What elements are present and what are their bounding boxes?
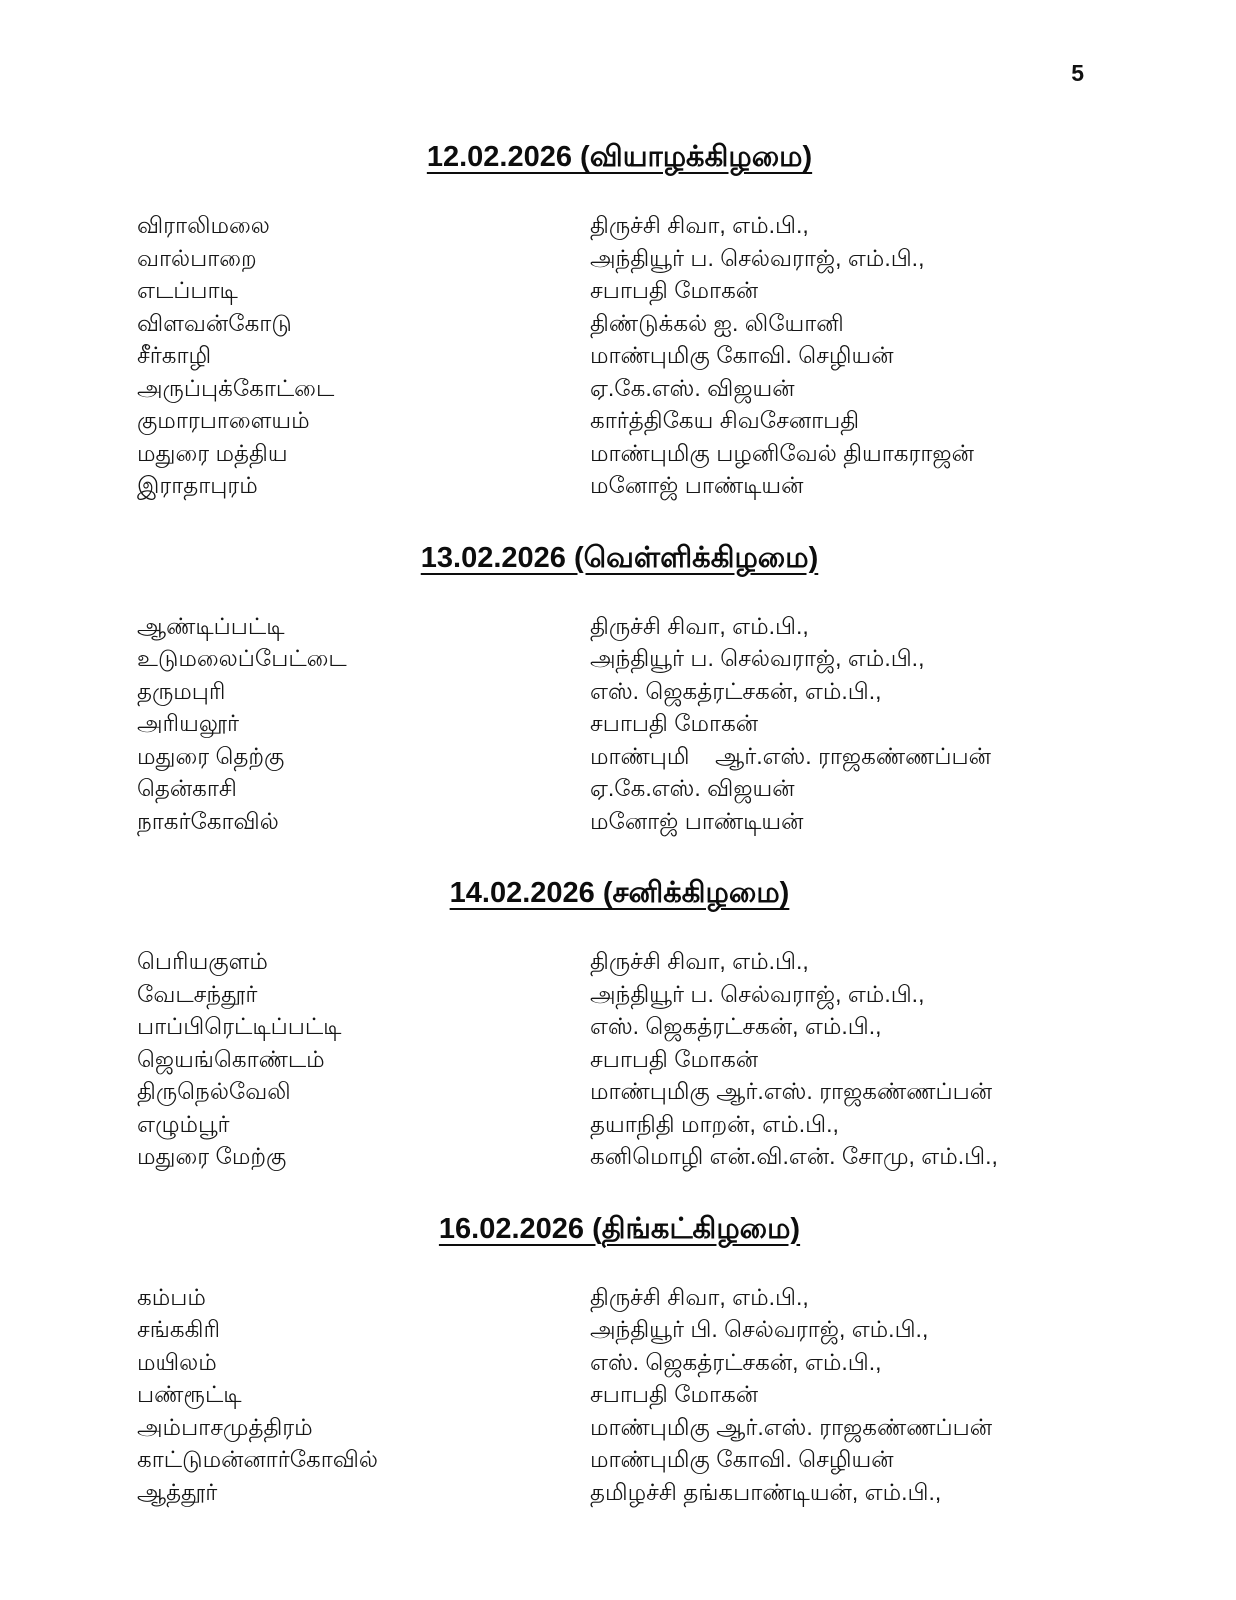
assignment-row (137, 707, 1102, 740)
assignment-row (137, 1443, 1102, 1476)
assignee-name: தயாநிதி மாறன், எம்.பி., (590, 1110, 839, 1137)
date-section (137, 875, 1102, 1173)
assignee-name: ஏ.கே.எஸ். விஜயன் (590, 374, 795, 401)
assignment-row (137, 242, 1102, 275)
assignee-name: மாண்புமிகு ஆர்.எஸ். ராஜகண்ணப்பன் (590, 1413, 993, 1440)
assignment-row (137, 1075, 1102, 1108)
constituency-name: கம்பம் (137, 1283, 206, 1310)
date-section (137, 139, 1102, 502)
constituency-name: சங்ககிரி (137, 1316, 220, 1342)
assignment-row (137, 372, 1102, 405)
schedule-content (137, 0, 1102, 1508)
constituency-name: இராதாபுரம் (137, 472, 258, 498)
assignment-row (137, 437, 1102, 470)
assignment-row (137, 945, 1102, 978)
date-heading (137, 139, 1102, 175)
constituency-name: அம்பாசமுத்திரம் (137, 1413, 313, 1440)
constituency-name: தென்காசி (137, 775, 237, 801)
assignee-name: அந்தியூர் ப. செல்வராஜ், எம்.பி., (590, 244, 925, 271)
constituency-name: மதுரை மத்திய (137, 439, 288, 466)
assignment-row (137, 675, 1102, 708)
assignee-name: மாண்புமிகு கோவி. செழியன் (590, 342, 894, 368)
assignment-row (137, 978, 1102, 1011)
assignment-row (137, 642, 1102, 675)
constituency-name: சீர்காழி (137, 342, 212, 368)
assignee-name: மாண்புமிகு பழனிவேல் தியாகராஜன் (590, 439, 974, 466)
assignee-name: மாண்புமிகு கோவி. செழியன் (590, 1446, 894, 1472)
assignment-row (137, 740, 1102, 773)
assignee-name: சபாபதி மோகன் (590, 1381, 759, 1407)
constituency-name: உடுமலைப்பேட்டை (137, 645, 347, 671)
constituency-name: அரியலூர் (137, 710, 239, 736)
assignee-name: சபாபதி மோகன் (590, 277, 759, 303)
page-number: 5 (1071, 60, 1084, 86)
date-heading (137, 1211, 1102, 1247)
constituency-name: வால்பாறை (137, 244, 257, 271)
assignment-row (137, 307, 1102, 340)
assignment-list (137, 610, 1102, 838)
constituency-name: எடப்பாடி (137, 277, 238, 303)
constituency-name: குமாரபாளையம் (137, 407, 310, 433)
assignee-name: திருச்சி சிவா, எம்.பி., (590, 948, 809, 974)
assignee-name: மனோஜ் பாண்டியன் (590, 472, 804, 498)
assignment-row (137, 1281, 1102, 1314)
constituency-name: ஆத்தூர் (137, 1478, 218, 1505)
assignment-row (137, 1043, 1102, 1076)
assignee-name: திருச்சி சிவா, எம்.பி., (590, 212, 809, 238)
assignee-name: திருச்சி சிவா, எம்.பி., (590, 1283, 809, 1310)
assignment-row (137, 1010, 1102, 1043)
assignment-row (137, 1108, 1102, 1141)
assignment-row (137, 274, 1102, 307)
assignee-name: அந்தியூர் ப. செல்வராஜ், எம்.பி., (590, 645, 925, 671)
assignment-row (137, 805, 1102, 838)
assignee-name: திண்டுக்கல் ஐ. லியோனி (590, 309, 844, 336)
date-section (137, 1211, 1102, 1509)
date-heading-text: 16.02.2026 (திங்கட்கிழமை) (438, 1212, 801, 1245)
constituency-name: அருப்புக்கோட்டை (137, 374, 335, 401)
assignee-name: திருச்சி சிவா, எம்.பி., (590, 612, 809, 639)
assignee-name: கார்த்திகேய சிவசேனாபதி (590, 407, 860, 433)
assignment-list (137, 209, 1102, 502)
assignment-row (137, 1411, 1102, 1444)
constituency-name: விளவன்கோடு (137, 309, 292, 336)
assignee-name: அந்தியூர் ப. செல்வராஜ், எம்.பி., (590, 980, 925, 1007)
date-heading-text: 14.02.2026 (சனிக்கிழமை) (449, 877, 790, 909)
assignment-list (137, 945, 1102, 1173)
assignment-row (137, 1476, 1102, 1509)
assignee-name: மாண்புமிகு ஆர்.எஸ். ராஜகண்ணப்பன் (590, 1078, 993, 1104)
constituency-name: திருநெல்வேலி (137, 1078, 291, 1104)
constituency-name: பண்ரூட்டி (137, 1381, 242, 1407)
constituency-name: விராலிமலை (137, 212, 270, 238)
constituency-name: எழும்பூர் (137, 1110, 230, 1137)
constituency-name: ஆண்டிப்பட்டி (137, 612, 285, 639)
assignee-name: சபாபதி மோகன் (590, 1045, 759, 1072)
assignment-row (137, 1378, 1102, 1411)
assignment-row (137, 404, 1102, 437)
date-heading (137, 540, 1102, 576)
constituency-name: வேடசந்தூர் (137, 980, 258, 1007)
assignment-row (137, 1346, 1102, 1379)
constituency-name: தருமபுரி (137, 677, 226, 704)
assignment-row (137, 469, 1102, 502)
assignee-name: கனிமொழி என்.வி.என். சோமு, எம்.பி., (590, 1143, 998, 1169)
date-section (137, 540, 1102, 838)
assignee-name: ஏ.கே.எஸ். விஜயன் (590, 775, 795, 801)
date-heading-text: 13.02.2026 (வெள்ளிக்கிழமை) (420, 541, 819, 574)
assignee-name: மாண்புமி ஆர்.எஸ். ராஜகண்ணப்பன் (590, 742, 991, 769)
assignment-row (137, 772, 1102, 805)
assignment-row (137, 209, 1102, 242)
assignment-list (137, 1281, 1102, 1509)
assignee-name: மனோஜ் பாண்டியன் (590, 807, 804, 834)
assignee-name: அந்தியூர் பி. செல்வராஜ், எம்.பி., (590, 1316, 929, 1342)
assignee-name: தமிழச்சி தங்கபாண்டியன், எம்.பி., (590, 1478, 942, 1505)
date-heading-text: 12.02.2026 (வியாழக்கிழமை) (426, 141, 813, 173)
assignment-row (137, 339, 1102, 372)
assignment-row (137, 1140, 1102, 1173)
assignee-name: சபாபதி மோகன் (590, 710, 759, 736)
constituency-name: மதுரை மேற்கு (137, 1143, 287, 1169)
assignee-name: எஸ். ஜெகத்ரட்சகன், எம்.பி., (590, 677, 882, 704)
constituency-name: பாப்பிரெட்டிப்பட்டி (137, 1013, 342, 1039)
assignee-name: எஸ். ஜெகத்ரட்சகன், எம்.பி., (590, 1013, 882, 1039)
constituency-name: பெரியகுளம் (137, 948, 268, 974)
constituency-name: ஜெயங்கொண்டம் (137, 1045, 325, 1072)
constituency-name: நாகர்கோவில் (137, 807, 279, 834)
constituency-name: காட்டுமன்னார்கோவில் (137, 1446, 379, 1472)
constituency-name: மதுரை தெற்கு (137, 742, 285, 769)
assignee-name: எஸ். ஜெகத்ரட்சகன், எம்.பி., (590, 1348, 882, 1375)
constituency-name: மயிலம் (137, 1348, 217, 1375)
date-heading (137, 875, 1102, 911)
assignment-row (137, 1313, 1102, 1346)
assignment-row (137, 610, 1102, 643)
